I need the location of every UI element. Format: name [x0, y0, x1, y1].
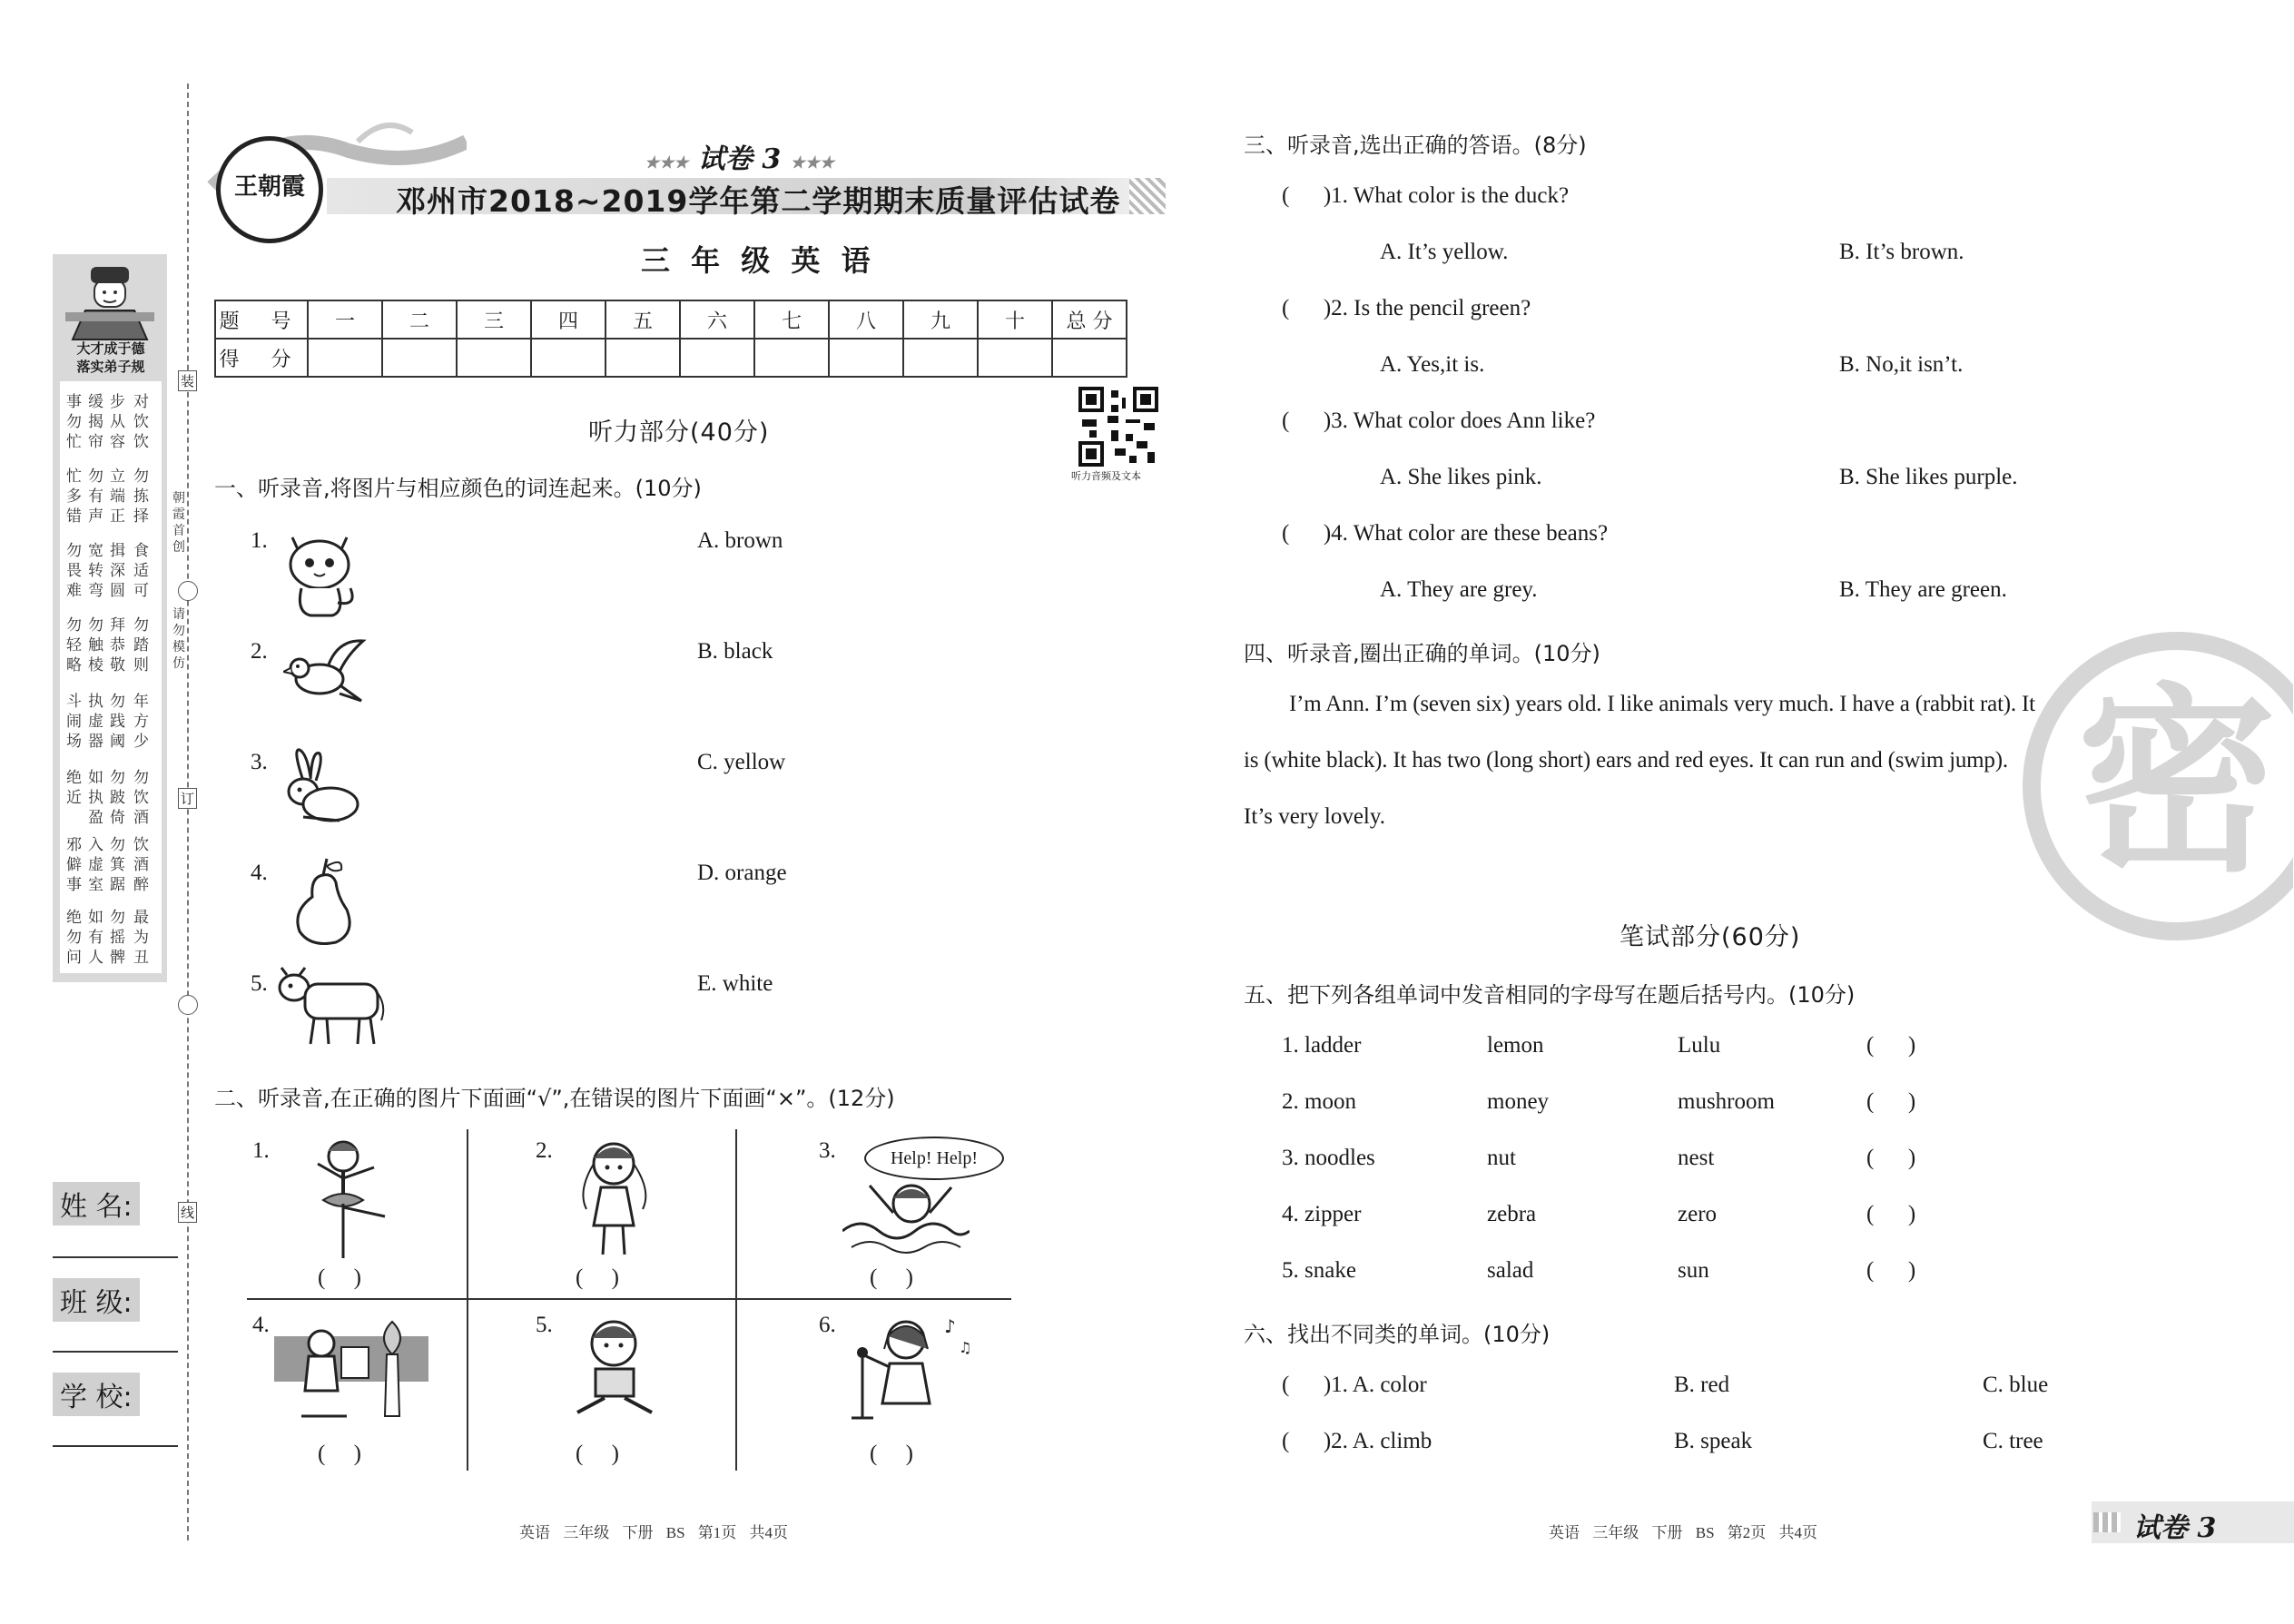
- q4-passage-line2: is (white black). It has two (long short) ears and red eyes. It can run and (swim jump).: [1244, 748, 2008, 773]
- q4-heading: 四、听录音,圈出正确的单词。(10分): [1244, 641, 1600, 666]
- hole-mark-2: [178, 995, 198, 1015]
- help-speech-bubble: Help! Help!: [864, 1137, 1004, 1180]
- q3-option-a[interactable]: A. Yes,it is.: [1380, 352, 1485, 377]
- q5-word: 4. zipper: [1282, 1202, 1362, 1226]
- sidebar-verse-column: 斗闹场: [66, 693, 83, 751]
- q2-answer-blank[interactable]: ( ): [870, 1265, 913, 1290]
- q2-cell-number: 1.: [252, 1138, 270, 1163]
- q6-option[interactable]: C. tree: [1983, 1429, 2043, 1453]
- sidebar-verse-column: 拜恭敬: [110, 616, 126, 674]
- hole-mark-1: [178, 581, 198, 601]
- title-band-pattern: [1129, 178, 1166, 214]
- sidebar-verse-column: 勿有声: [88, 468, 104, 526]
- confidential-stamp: [2023, 632, 2293, 959]
- bird-icon: [283, 635, 367, 712]
- score-col-6: 六: [680, 300, 754, 339]
- q1-color-option[interactable]: A. brown: [697, 528, 783, 553]
- sidebar-verse-column: 入虚室: [88, 836, 104, 894]
- q1-color-option[interactable]: B. black: [697, 639, 773, 664]
- paper-badge: ★★★ 试卷 3 ★★★: [645, 143, 835, 175]
- q3-question[interactable]: ( )4. What color are these beans?: [1282, 521, 1609, 546]
- sidebar-verse-column: 食适可: [133, 542, 150, 600]
- q3-option-a[interactable]: A. She likes pink.: [1380, 465, 1542, 489]
- corner-badge: 试卷 3: [2133, 1512, 2217, 1544]
- svg-text:♫: ♫: [959, 1339, 972, 1356]
- sidebar-verse-column: 勿畏难: [66, 542, 83, 600]
- sidebar-verse-column: 宽转弯: [88, 542, 104, 600]
- q2-cell-number: 5.: [536, 1313, 553, 1337]
- q5-word: zebra: [1487, 1202, 1537, 1226]
- cow-icon: [274, 966, 387, 1051]
- sidebar-slogan: [56, 340, 165, 376]
- q2-heading: 二、听录音,在正确的图片下面画“√”,在错误的图片下面画“×”。(12分): [214, 1086, 895, 1111]
- q1-heading: 一、听录音,将图片与相应颜色的词连起来。(10分): [214, 476, 702, 501]
- ballet-girl-icon: [307, 1137, 394, 1265]
- q6-option[interactable]: ( )1. A. color: [1282, 1373, 1427, 1397]
- score-cell[interactable]: [531, 339, 605, 377]
- q5-word: nest: [1678, 1146, 1715, 1170]
- score-col-10: 十: [978, 300, 1052, 339]
- q4-passage-line1: I’m Ann. I’m (seven six) years old. I like animals very much. I have a (rabbit rat). It: [1289, 692, 2035, 716]
- sidebar-verse-column: 缓揭帘: [88, 393, 104, 451]
- slogan-top: 大才成于德: [76, 340, 145, 357]
- score-value-row: [215, 339, 1127, 377]
- jump-rope-girl-icon: [574, 1137, 655, 1265]
- q5-word: zero: [1678, 1202, 1718, 1226]
- sidebar-verse-column: 绝近: [66, 769, 83, 807]
- q5-word: sun: [1678, 1258, 1709, 1283]
- written-section-title: 笔试部分(60分): [1620, 923, 1801, 951]
- q2-grid-divider: [735, 1129, 737, 1471]
- score-cell[interactable]: [308, 339, 382, 377]
- q2-answer-blank[interactable]: ( ): [870, 1442, 913, 1466]
- q3-option-a[interactable]: A. It’s yellow.: [1380, 240, 1509, 264]
- slogan-bottom: 落实弟子规: [76, 359, 145, 375]
- q3-option-b[interactable]: B. It’s brown.: [1839, 240, 1964, 264]
- q1-color-option[interactable]: D. orange: [697, 861, 787, 885]
- sidebar-verse-column: 勿践阈: [110, 693, 126, 751]
- swimmer-help-icon: [842, 1176, 970, 1258]
- footer-right: 英语 三年级 下册 BS 第2页 共4页: [1549, 1524, 1818, 1541]
- painting-boy-icon: [274, 1318, 428, 1422]
- q3-question[interactable]: ( )2. Is the pencil green?: [1282, 296, 1531, 320]
- q1-color-option[interactable]: E. white: [697, 971, 773, 996]
- score-cell[interactable]: [1052, 339, 1127, 377]
- footer-left: 英语 三年级 下册 BS 第1页 共4页: [519, 1524, 789, 1541]
- q1-item-number: 5.: [251, 971, 268, 996]
- score-col-total: 总 分: [1052, 300, 1127, 339]
- paper-title: 邓州市2018~2019学年第二学期期末质量评估试卷: [396, 183, 1121, 219]
- score-col-1: 一: [308, 300, 382, 339]
- score-header-row: [215, 300, 1127, 339]
- sidebar-verse-column: 如有人: [88, 909, 104, 967]
- sidebar-verse-column: 事勿忙: [66, 393, 83, 451]
- brand-logo: [216, 136, 323, 243]
- score-col-9: 九: [903, 300, 978, 339]
- stamp-char: 密: [2076, 666, 2277, 899]
- q5-word: nut: [1487, 1146, 1516, 1170]
- seal-label-2: 请勿模仿: [172, 607, 185, 671]
- q1-item-number: 1.: [251, 528, 268, 553]
- sidebar-verse-column: 勿触棱: [88, 616, 104, 674]
- cut-mark-1: 装: [178, 370, 197, 391]
- q3-heading: 三、听录音,选出正确的答语。(8分): [1244, 133, 1587, 158]
- q3-question[interactable]: ( )1. What color is the duck?: [1282, 183, 1570, 208]
- q5-word: 5. snake: [1282, 1258, 1356, 1283]
- score-row-label: 得 分: [215, 339, 308, 377]
- q5-word: money: [1487, 1089, 1550, 1114]
- q5-answer-blank[interactable]: ( ): [1866, 1033, 1916, 1058]
- score-cell[interactable]: [680, 339, 754, 377]
- score-cell[interactable]: [754, 339, 829, 377]
- q3-option-b[interactable]: B. They are green.: [1839, 577, 2007, 602]
- qr-code-icon: [1078, 387, 1158, 467]
- score-cell[interactable]: [605, 339, 680, 377]
- q5-word: Lulu: [1678, 1033, 1721, 1058]
- q2-cell-number: 2.: [536, 1138, 553, 1163]
- cut-mark-2: 订: [178, 788, 197, 809]
- q5-answer-blank[interactable]: ( ): [1866, 1202, 1916, 1226]
- class-input-line[interactable]: [53, 1351, 178, 1353]
- q5-word: 1. ladder: [1282, 1033, 1362, 1058]
- score-cell[interactable]: [457, 339, 531, 377]
- q3-option-a[interactable]: A. They are grey.: [1380, 577, 1538, 602]
- q3-option-b[interactable]: B. She likes purple.: [1839, 465, 2018, 489]
- q2-cell-number: 3.: [819, 1138, 836, 1163]
- score-col-title: 题 号: [215, 300, 308, 339]
- q1-item-number: 3.: [251, 750, 268, 774]
- reading-boy-icon: [574, 1314, 655, 1423]
- q3-option-b[interactable]: B. No,it isn’t.: [1839, 352, 1964, 377]
- q5-heading: 五、把下列各组单词中发音相同的字母写在题后括号内。(10分): [1244, 982, 1856, 1008]
- name-label: 姓 名:: [53, 1182, 140, 1225]
- class-label: 班 级:: [53, 1278, 140, 1322]
- school-label: 学 校:: [53, 1373, 140, 1416]
- q2-grid-divider: [247, 1298, 1011, 1300]
- score-col-3: 三: [457, 300, 531, 339]
- qr-caption: 听力音频及文本: [1071, 470, 1141, 482]
- listening-section-title: 听力部分(40分): [588, 418, 770, 447]
- score-col-5: 五: [605, 300, 680, 339]
- q2-answer-blank[interactable]: ( ): [318, 1442, 361, 1466]
- q6-option[interactable]: ( )2. A. climb: [1282, 1429, 1433, 1453]
- q2-answer-blank[interactable]: ( ): [318, 1265, 361, 1290]
- sidebar-verse-column: 如执盈: [88, 769, 104, 827]
- cut-mark-3: 线: [178, 1202, 197, 1223]
- rabbit-icon: [276, 748, 361, 828]
- q4-passage-line3: It’s very lovely.: [1244, 804, 1385, 829]
- sidebar-verse-column: 执虚器: [88, 693, 104, 751]
- score-col-2: 二: [382, 300, 457, 339]
- sidebar-verse-column: 勿踏则: [133, 616, 150, 674]
- brand-name: 王朝霞: [233, 173, 305, 201]
- score-col-4: 四: [531, 300, 605, 339]
- sidebar-verse-column: 步从容: [110, 393, 126, 451]
- paper-badge-text: 试卷 3: [697, 143, 782, 175]
- q5-answer-blank[interactable]: ( ): [1866, 1089, 1916, 1114]
- q5-word: salad: [1487, 1258, 1534, 1283]
- sidebar-verse-column: 饮酒醉: [133, 836, 150, 894]
- q5-answer-blank[interactable]: ( ): [1866, 1146, 1916, 1170]
- pear-icon: [289, 857, 358, 951]
- sidebar-verse-column: 勿跛倚: [110, 769, 126, 827]
- sidebar-verse-column: 勿拣择: [133, 468, 150, 526]
- name-input-line[interactable]: [53, 1256, 178, 1258]
- q5-word: 3. noodles: [1282, 1146, 1375, 1170]
- q5-word: lemon: [1487, 1033, 1544, 1058]
- cat-icon: [278, 525, 361, 625]
- score-cell[interactable]: [829, 339, 903, 377]
- sidebar-verse-column: 邪僻事: [66, 836, 83, 894]
- q6-heading: 六、找出不同类的单词。(10分): [1244, 1322, 1551, 1347]
- sidebar-verse-column: 最为丑: [133, 909, 150, 967]
- score-table: [214, 300, 1127, 378]
- sidebar-verse-column: 年方少: [133, 693, 150, 751]
- singing-girl-icon: [842, 1313, 979, 1425]
- q2-cell-number: 6.: [819, 1313, 836, 1337]
- sidebar-verse-column: 揖深圆: [110, 542, 126, 600]
- q5-answer-blank[interactable]: ( ): [1866, 1258, 1916, 1283]
- score-cell[interactable]: [978, 339, 1052, 377]
- binding-dashed-line: [187, 84, 189, 1540]
- sidebar-verse-column: 勿轻略: [66, 616, 83, 674]
- sidebar-verse-column: 立端正: [110, 468, 126, 526]
- sidebar-verse-column: 勿摇髀: [110, 909, 126, 967]
- score-cell[interactable]: [903, 339, 978, 377]
- score-col-7: 七: [754, 300, 829, 339]
- q5-word: mushroom: [1678, 1089, 1775, 1114]
- sidebar-verse-column: 勿饮酒: [133, 769, 150, 827]
- q6-option[interactable]: C. blue: [1983, 1373, 2049, 1397]
- sidebar-verse-column: 绝勿问: [66, 909, 83, 967]
- q5-word: 2. moon: [1282, 1089, 1356, 1114]
- q6-option[interactable]: B. red: [1674, 1373, 1730, 1397]
- q1-item-number: 4.: [251, 861, 268, 885]
- sidebar-verse-column: 忙多错: [66, 468, 83, 526]
- q3-question[interactable]: ( )3. What color does Ann like?: [1282, 408, 1596, 433]
- svg-text:♪: ♪: [944, 1315, 956, 1337]
- score-cell[interactable]: [382, 339, 457, 377]
- q2-grid-divider: [467, 1129, 468, 1471]
- school-input-line[interactable]: [53, 1445, 178, 1447]
- paper-subtitle: 三 年 级 英 语: [641, 243, 876, 278]
- q2-answer-blank[interactable]: ( ): [576, 1442, 619, 1466]
- seal-label-1: 朝霞首创: [172, 491, 185, 555]
- q6-option[interactable]: B. speak: [1674, 1429, 1753, 1453]
- sidebar-verse-column: 对饮饮: [133, 393, 150, 451]
- q1-color-option[interactable]: C. yellow: [697, 750, 786, 774]
- q2-answer-blank[interactable]: ( ): [576, 1265, 619, 1290]
- corner-pattern: [2093, 1512, 2121, 1532]
- q2-cell-number: 4.: [252, 1313, 270, 1337]
- sidebar-verse-column: 勿箕踞: [110, 836, 126, 894]
- scholar-figure-icon: [58, 260, 162, 343]
- q1-item-number: 2.: [251, 639, 268, 664]
- score-col-8: 八: [829, 300, 903, 339]
